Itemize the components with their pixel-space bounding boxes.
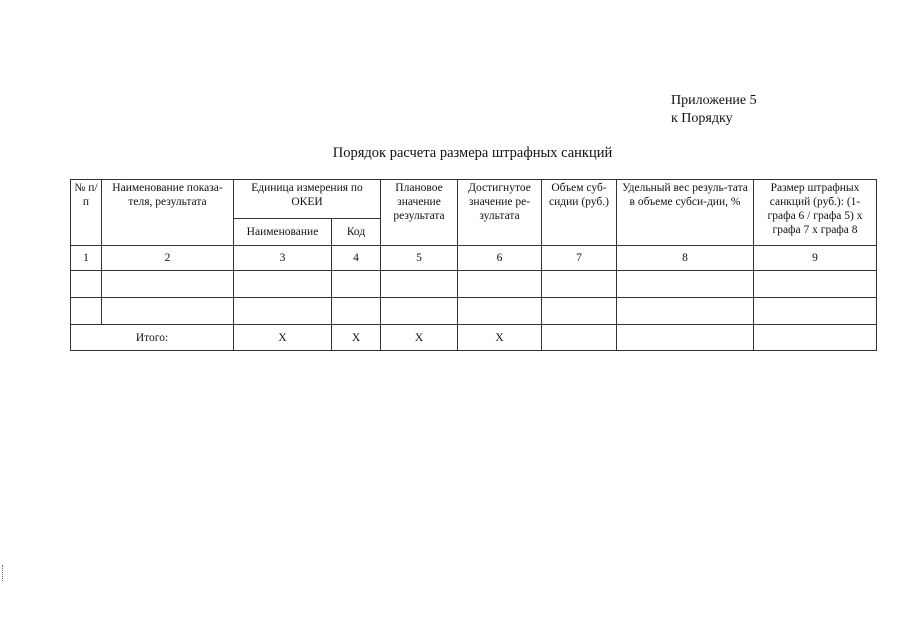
header-unit-code: Код	[332, 219, 381, 246]
header-unit-name: Наименование	[234, 219, 332, 246]
empty-cell	[617, 271, 754, 298]
total-cell: X	[458, 325, 542, 351]
header-row-1	[71, 180, 877, 219]
total-label: Итого:	[71, 325, 234, 351]
table-row	[71, 298, 877, 325]
empty-cell	[102, 271, 234, 298]
header-name: Наименование показа-теля, результата	[102, 180, 234, 246]
empty-cell	[542, 271, 617, 298]
column-number: 8	[617, 246, 754, 271]
table-row	[71, 271, 877, 298]
total-cell: X	[234, 325, 332, 351]
empty-cell	[754, 325, 877, 351]
document-title: Порядок расчета размера штрафных санкций	[332, 145, 613, 161]
empty-cell	[754, 271, 877, 298]
empty-cell	[458, 298, 542, 325]
appendix-number: Приложение 5	[671, 93, 757, 108]
total-cell: X	[332, 325, 381, 351]
header-num: № п/п	[71, 180, 102, 246]
empty-cell	[754, 298, 877, 325]
header-unit: Единица измерения по ОКЕИ	[234, 180, 381, 219]
total-cell: X	[381, 325, 458, 351]
scan-edge-mark	[2, 565, 5, 581]
column-number-row	[71, 246, 877, 271]
empty-cell	[102, 298, 234, 325]
empty-cell	[617, 325, 754, 351]
column-number: 7	[542, 246, 617, 271]
column-number: 1	[71, 246, 102, 271]
appendix-reference: к Порядку	[671, 111, 733, 126]
empty-cell	[234, 271, 332, 298]
empty-cell	[234, 298, 332, 325]
sanctions-table	[70, 179, 877, 351]
column-number: 4	[332, 246, 381, 271]
empty-cell	[381, 298, 458, 325]
column-number: 3	[234, 246, 332, 271]
empty-cell	[332, 271, 381, 298]
empty-cell	[458, 271, 542, 298]
total-row	[71, 325, 877, 351]
appendix-caption	[671, 92, 757, 128]
column-number: 9	[754, 246, 877, 271]
empty-cell	[617, 298, 754, 325]
header-share: Удельный вес резуль-тата в объеме субси-дии, %	[617, 180, 754, 246]
empty-cell	[542, 325, 617, 351]
header-achieved: Достигнутое значение ре-зультата	[458, 180, 542, 246]
empty-cell	[332, 298, 381, 325]
column-number: 5	[381, 246, 458, 271]
empty-cell	[71, 298, 102, 325]
header-penalty: Размер штрафных санкций (руб.): (1-графа 6 / графа 5) x графа 7 x графа 8	[754, 180, 877, 246]
empty-cell	[71, 271, 102, 298]
column-number: 6	[458, 246, 542, 271]
empty-cell	[381, 271, 458, 298]
empty-cell	[542, 298, 617, 325]
header-subsidy: Объем суб-сидии (руб.)	[542, 180, 617, 246]
header-planned: Плановое значение результата	[381, 180, 458, 246]
column-number: 2	[102, 246, 234, 271]
